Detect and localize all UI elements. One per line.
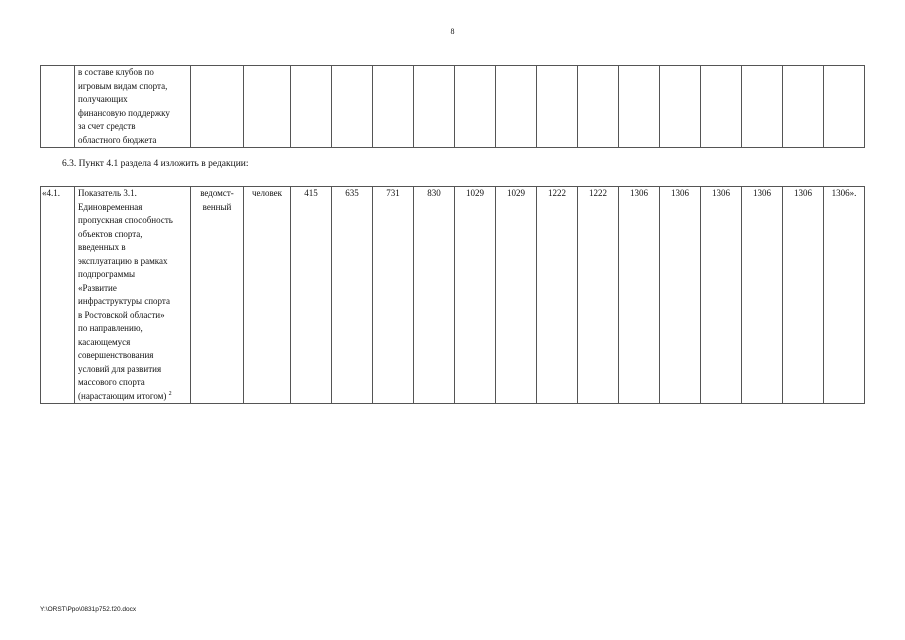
value-cell xyxy=(537,66,578,148)
value-cell: 1306 xyxy=(742,187,783,404)
row-number-cell: «4.1. xyxy=(41,187,75,404)
value-cell: 1306». xyxy=(824,187,865,404)
value-cell xyxy=(701,66,742,148)
value-cell: 1306 xyxy=(619,187,660,404)
value-cell: 830 xyxy=(414,187,455,404)
value-cell: 1306 xyxy=(701,187,742,404)
amendment-paragraph: 6.3. Пункт 4.1 раздела 4 изложить в редакции: xyxy=(62,159,249,169)
source-cell: ведомст- венный xyxy=(191,187,244,404)
unit-cell: человек xyxy=(244,187,291,404)
source-cell xyxy=(191,66,244,148)
value-cell: 1029 xyxy=(455,187,496,404)
value-cell: 635 xyxy=(332,187,373,404)
value-cell xyxy=(373,66,414,148)
indicator-table xyxy=(40,186,865,404)
value-cell xyxy=(783,66,824,148)
description-cell: в составе клубов по игровым видам спорта, получающих финансовую поддержку за счет средств областного бюджета xyxy=(75,66,191,148)
previous-table-fragment xyxy=(40,65,865,148)
row-number-cell xyxy=(41,66,75,148)
page-number: 8 xyxy=(450,27,455,36)
value-cell xyxy=(291,66,332,148)
value-cell: 731 xyxy=(373,187,414,404)
value-cell xyxy=(332,66,373,148)
file-path-footer: Y:\ORST\Ppo\0831p752.f20.docx xyxy=(40,606,137,613)
value-cell: 415 xyxy=(291,187,332,404)
table-row xyxy=(41,66,865,148)
value-cell xyxy=(619,66,660,148)
value-cell xyxy=(824,66,865,148)
description-cell xyxy=(75,187,191,404)
value-cell: 1306 xyxy=(660,187,701,404)
value-cell: 1306 xyxy=(783,187,824,404)
value-cell xyxy=(455,66,496,148)
value-cell: 1029 xyxy=(496,187,537,404)
unit-cell xyxy=(244,66,291,148)
value-cell xyxy=(742,66,783,148)
value-cell xyxy=(496,66,537,148)
value-cell xyxy=(578,66,619,148)
value-cell: 1222 xyxy=(537,187,578,404)
value-cell xyxy=(660,66,701,148)
value-cell xyxy=(414,66,455,148)
indicator-description: Показатель 3.1. Единовременная пропускная способность объектов спорта, введенных в эксплуатацию в рамках подпрограммы «Развитие инфраструктуры спорта в Ростовской области» по направлению, касающемуся совершенствования условий для развития массового спорта (нарастающим итогом) xyxy=(78,188,173,401)
table-row xyxy=(41,187,865,404)
footnote-mark: 2 xyxy=(168,390,172,397)
value-cell: 1222 xyxy=(578,187,619,404)
